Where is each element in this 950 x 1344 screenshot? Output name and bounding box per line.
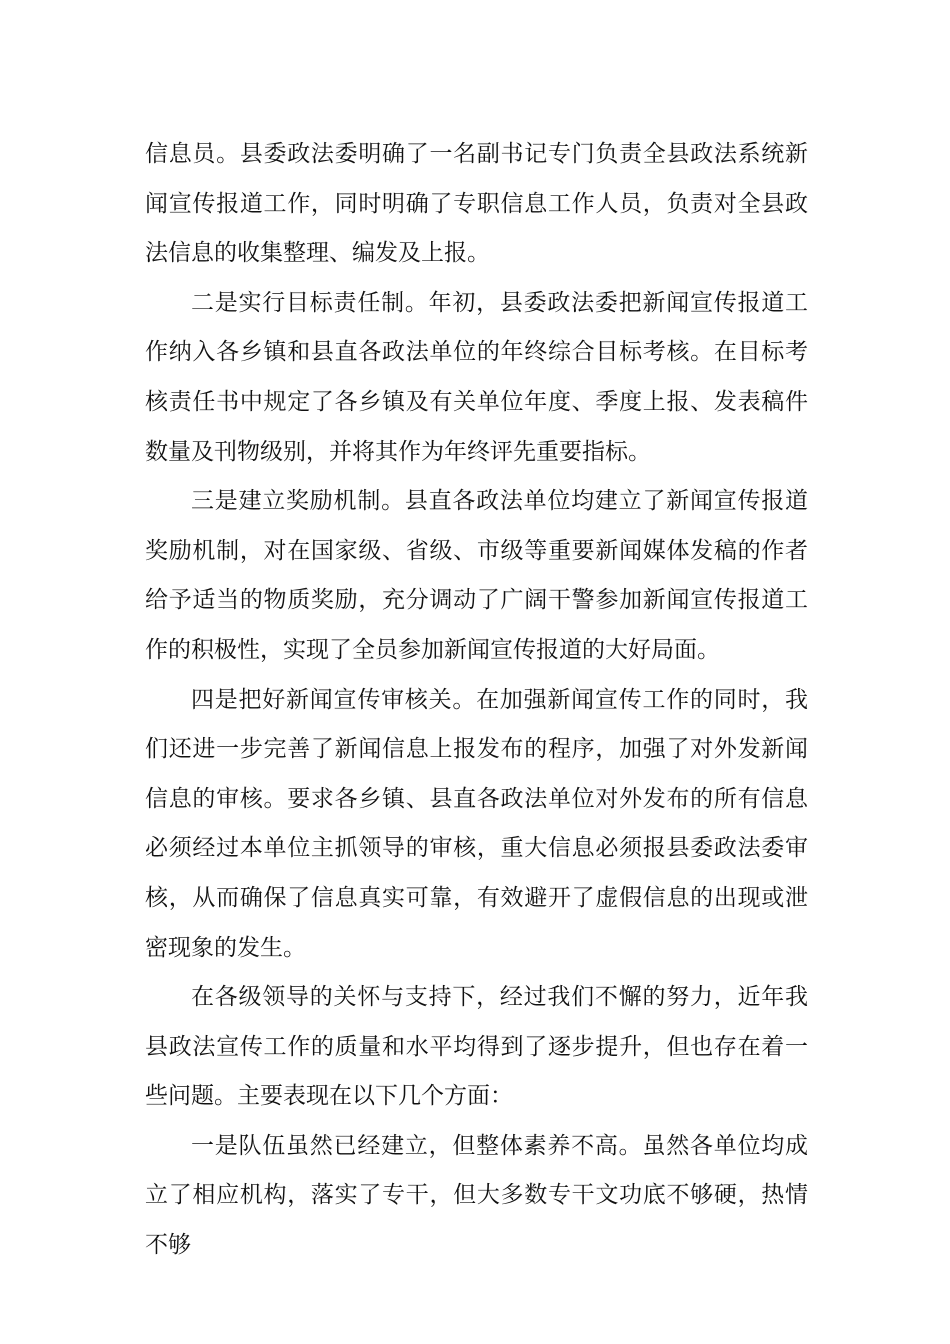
paragraph: 二是实行目标责任制。年初，县委政法委把新闻宣传报道工作纳入各乡镇和县直各政法单位的年终综合目标考核。在目标考核责任书中规定了各乡镇及有关单位年度、季度上报、发表稿件数量及刊物级别，并将其作为年终评先重要指标。 xyxy=(145,289,808,465)
paragraph: 一是队伍虽然已经建立，但整体素养不高。虽然各单位均成立了相应机构，落实了专干，但大多数专干文功底不够硬，热情不够 xyxy=(145,1132,808,1259)
paragraph: 信息员。县委政法委明确了一名副书记专门负责全县政法系统新闻宣传报道工作，同时明确了专职信息工作人员，负责对全县政法信息的收集整理、编发及上报。 xyxy=(145,141,808,267)
paragraph: 在各级领导的关怀与支持下，经过我们不懈的努力，近年我县政法宣传工作的质量和水平均得到了逐步提升，但也存在着一些问题。主要表现在以下几个方面： xyxy=(145,984,808,1110)
document-body xyxy=(145,130,808,1271)
paragraph: 三是建立奖励机制。县直各政法单位均建立了新闻宣传报道奖励机制，对在国家级、省级、市级等重要新闻媒体发稿的作者给予适当的物质奖励，充分调动了广阔干警参加新闻宣传报道工作的积极性，实现了全员参加新闻宣传报道的大好局面。 xyxy=(145,488,808,663)
paragraph: 四是把好新闻宣传审核关。在加强新闻宣传工作的同时，我们还进一步完善了新闻信息上报发布的程序，加强了对外发新闻信息的审核。要求各乡镇、县直各政法单位对外发布的所有信息必须经过本单位主抓领导的审核，重大信息必须报县委政法委审核，从而确保了信息真实可靠，有效避开了虚假信息的出现或泄密现象的发生。 xyxy=(145,686,808,961)
